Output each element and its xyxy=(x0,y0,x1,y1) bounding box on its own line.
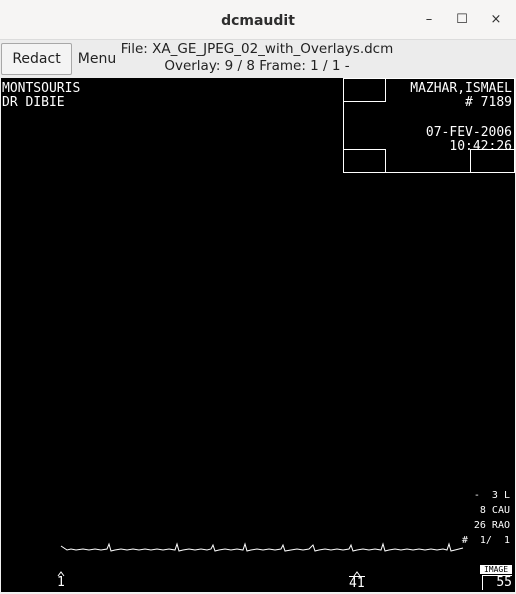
institution-text: MONTSOURIS xyxy=(2,81,81,96)
marker-mid-label: 41 xyxy=(349,576,365,591)
minimize-icon[interactable]: – xyxy=(425,12,433,27)
angle-line-2: 8 CAU xyxy=(479,505,510,516)
redact-button[interactable]: Redact xyxy=(1,43,72,75)
image-label: IMAGE xyxy=(480,565,512,574)
file-info xyxy=(118,41,396,75)
study-time-text: 10:42:26 xyxy=(449,139,512,154)
close-icon[interactable]: × xyxy=(490,12,502,27)
angle-line-1: - 3 L xyxy=(473,490,510,501)
patient-name-text: MAZHAR,ISMAEL xyxy=(410,81,512,96)
physician-text: DR DIBIE xyxy=(2,95,65,110)
overlay-frame-label: Overlay: 9 / 8 Frame: 1 / 1 - xyxy=(164,58,350,74)
study-date-text: 07-FEV-2006 xyxy=(425,125,512,140)
marker-left-label: 1 xyxy=(57,575,65,590)
window-title: dcmaudit xyxy=(221,13,295,29)
dicom-image-viewer[interactable] xyxy=(1,78,515,592)
maximize-icon[interactable]: ☐ xyxy=(456,12,468,27)
patient-id-text: # 7189 xyxy=(465,95,512,110)
toolbar xyxy=(0,40,516,78)
menu-button[interactable]: Menu xyxy=(77,51,117,67)
frame-count-text: # 1/ 1 xyxy=(461,535,510,546)
image-number: 55 xyxy=(482,575,512,590)
file-name-label: File: XA_GE_JPEG_02_with_Overlays.dcm xyxy=(120,41,394,57)
title-bar xyxy=(0,0,516,40)
angle-line-3: 26 RAO xyxy=(473,520,510,531)
ecg-waveform xyxy=(61,544,463,551)
ecg-trace xyxy=(1,78,515,592)
